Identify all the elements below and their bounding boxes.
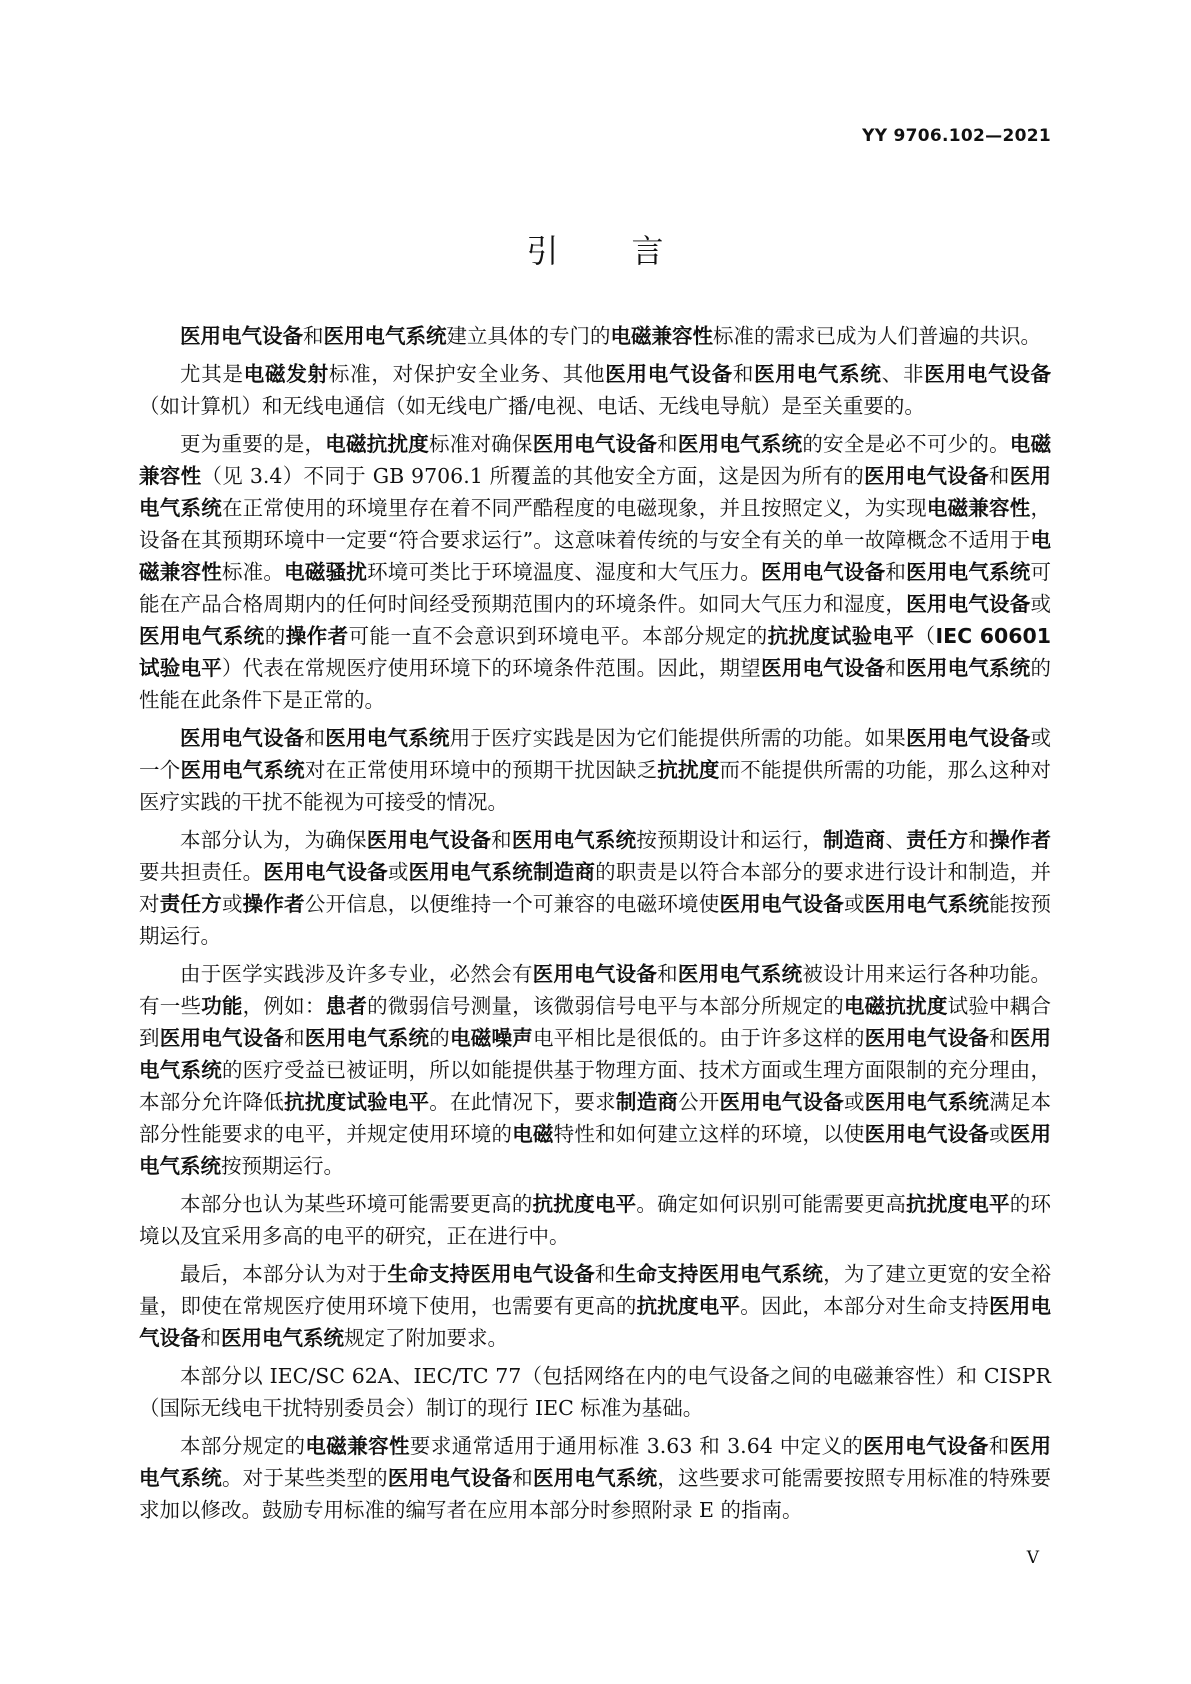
- paragraph: [139, 428, 1051, 716]
- defined-term: 操作者: [242, 892, 305, 916]
- text-run: 和: [594, 1262, 616, 1286]
- standard-number: YY 9706.102—2021: [862, 126, 1051, 146]
- defined-term: 责任方: [159, 892, 222, 916]
- defined-term: 电磁发射: [243, 362, 329, 386]
- text-run: 和: [284, 1026, 305, 1050]
- text-run: 的环境以及宜采用多高的电平的研究，正在进行中。: [139, 1192, 1052, 1248]
- text-run: 和: [885, 560, 907, 584]
- text-run: 用于医疗实践是因为它们能提供所需的功能。如果: [449, 726, 907, 750]
- text-run: 特性和如何建立这样的环境，以使: [553, 1122, 865, 1146]
- text-run: 。确定如何识别可能需要更高: [636, 1192, 907, 1216]
- text-run: 和: [657, 432, 678, 456]
- defined-term: 医用电气系统: [532, 1466, 658, 1490]
- text-run: 在正常使用的环境里存在着不同严酷程度的电磁现象，并且按照定义，为实现: [221, 496, 927, 520]
- defined-term: 功能: [201, 994, 243, 1018]
- text-run: 最后，本部分认为对于: [180, 1262, 388, 1286]
- text-run: 对在正常使用环境中的预期干扰因缺乏: [304, 758, 658, 782]
- defined-term: 生命支持医用电气系统: [615, 1262, 824, 1286]
- page-number: V: [1026, 1548, 1039, 1568]
- defined-term: 抗扰度试验电平: [284, 1090, 430, 1114]
- defined-term: 患者: [325, 994, 368, 1018]
- defined-term: 医用电气设备: [159, 1026, 285, 1050]
- paragraph: [139, 1430, 1051, 1526]
- text-run: 规定了附加要求。: [344, 1326, 508, 1350]
- defined-term: 医用电气系统: [408, 860, 533, 884]
- defined-term: 医用电气系统: [511, 828, 637, 852]
- defined-term: IEC 60601 试验电平: [139, 624, 1052, 680]
- text-run: 公开信息，以便维持一个可兼容的电磁环境使: [304, 892, 720, 916]
- text-run: ）代表在常规医疗使用环境下的环境条件范围。因此，期望: [221, 656, 761, 680]
- defined-term: 医用电气设备: [180, 726, 305, 750]
- text-run: 电平相比是很低的。由于许多这样的: [532, 1026, 865, 1050]
- text-run: 或: [387, 860, 409, 884]
- defined-term: 医用电气系统: [864, 1090, 990, 1114]
- text-run: 或一个: [139, 726, 1052, 782]
- text-run: 和: [988, 464, 1010, 488]
- paragraph: [139, 958, 1051, 1182]
- text-run: 或: [1030, 592, 1052, 616]
- text-run: 的: [264, 624, 286, 648]
- paragraph: [139, 320, 1051, 352]
- text-run: 的性能在此条件下是正常的。: [139, 656, 1052, 712]
- defined-term: 医用电气系统: [139, 1434, 1052, 1490]
- text-run: ，设备在其预期环境中一定要“符合要求运行”。这意味着传统的与安全有关的单一故障概念不适用于: [139, 496, 1052, 552]
- defined-term: 操作者: [989, 828, 1052, 852]
- defined-term: 医用电气系统: [304, 1026, 430, 1050]
- defined-term: 操作者: [285, 624, 349, 648]
- text-run: 公开: [678, 1090, 720, 1114]
- defined-term: 医用电气系统: [323, 324, 447, 348]
- text-run: 而不能提供所需的功能，那么这种对医疗实践的干扰不能视为可接受的情况。: [139, 758, 1052, 814]
- text-run: ，例如：: [242, 994, 326, 1018]
- paragraph: [139, 1258, 1051, 1354]
- text-run: 的: [429, 1026, 451, 1050]
- text-run: 的职责是以符合本部分的要求进行设计和制造，并对: [139, 860, 1052, 916]
- defined-term: 医用电气系统: [221, 1326, 344, 1350]
- defined-term: 电磁兼容性: [610, 324, 713, 348]
- title-char-2: 言: [631, 232, 665, 270]
- text-run: 本部分以 IEC/SC 62A、IEC/TC 77（包括网络在内的电气设备之间的电磁兼容性）和 CISPR（国际无线电干扰特别委员会）制订的现行 IEC 标准为基础。: [139, 1364, 1051, 1420]
- defined-term: 医用电气设备: [719, 1090, 844, 1114]
- text-run: 。对于某些类型的: [221, 1466, 388, 1490]
- text-run: 能按预期运行。: [139, 892, 1052, 948]
- text-run: 或: [843, 1090, 865, 1114]
- text-run: 和: [885, 656, 907, 680]
- text-run: 和: [968, 828, 990, 852]
- defined-term: 制造商: [615, 1090, 679, 1114]
- text-run: 标准的需求已成为人们普遍的共识。: [713, 324, 1041, 348]
- defined-term: 医用电气系统: [139, 1122, 1052, 1178]
- title-char-1: 引: [526, 232, 560, 270]
- text-run: 和: [732, 362, 755, 386]
- text-run: 和: [989, 1026, 1010, 1050]
- paragraph: [139, 824, 1051, 952]
- defined-term: 医用电气系统: [677, 962, 803, 986]
- defined-term: 制造商: [823, 828, 886, 852]
- text-run: 或: [989, 1122, 1010, 1146]
- defined-term: 电磁骚扰: [284, 560, 368, 584]
- defined-term: 医用电气系统: [906, 560, 1031, 584]
- defined-term: 医用电气系统: [325, 726, 450, 750]
- text-run: （如计算机）和无线电通信（如无线电广播/电视、电话、无线电导航）是至关重要的。: [139, 394, 925, 418]
- text-run: 环境可类比于环境温度、湿度和大气压力。: [367, 560, 761, 584]
- text-run: 满足本部分性能要求的电平，并规定使用环境的: [139, 1090, 1052, 1146]
- text-run: 的医疗受益已被证明，所以如能提供基于物理方面、技术方面或生理方面限制的充分理由，本部分允许降低: [139, 1058, 1052, 1114]
- text-run: 按预期运行。: [221, 1154, 344, 1178]
- defined-term: 医用电气设备: [864, 464, 989, 488]
- text-run: 的安全是必不可少的。: [802, 432, 1010, 456]
- text-run: 。在此情况下，要求: [429, 1090, 616, 1114]
- defined-term: 医用电气设备: [387, 1466, 513, 1490]
- text-run: 标准，对保护安全业务、其他: [328, 362, 606, 386]
- defined-term: 抗扰度: [657, 758, 720, 782]
- defined-term: 医用电气系统: [754, 362, 882, 386]
- defined-term: 医用电气系统: [677, 432, 803, 456]
- defined-term: 医用电气系统: [906, 656, 1031, 680]
- defined-term: 医用电气设备: [605, 362, 733, 386]
- defined-term: 医用电气设备: [761, 560, 886, 584]
- text-run: 被设计用来运行各种功能。有一些: [139, 962, 1052, 1018]
- paragraph: [139, 358, 1051, 422]
- defined-term: 责任方: [906, 828, 969, 852]
- defined-term: 抗扰度电平: [906, 1192, 1010, 1216]
- text-run: 和: [491, 828, 512, 852]
- paragraph: [139, 722, 1051, 818]
- page-title: [0, 226, 1191, 272]
- text-run: （: [914, 624, 936, 648]
- paragraph: [139, 1360, 1051, 1424]
- defined-term: 抗扰度试验电平: [767, 624, 915, 648]
- defined-term: 抗扰度电平: [532, 1192, 637, 1216]
- text-run: 标准。: [221, 560, 285, 584]
- text-run: 建立具体的专门的: [446, 324, 611, 348]
- defined-term: 医用电气设备: [760, 656, 886, 680]
- text-run: 的微弱信号测量，该微弱信号电平与本部分所规定的: [367, 994, 844, 1018]
- defined-term: 电磁抗扰度: [325, 432, 429, 456]
- text-run: 、非: [881, 362, 925, 386]
- defined-term: 医用电气设备: [719, 892, 844, 916]
- text-run: （见 3.4）不同于 GB 9706.1 所覆盖的其他安全方面，这是因为所有的: [201, 464, 865, 488]
- defined-term: 医用电气设备: [139, 1294, 1052, 1350]
- defined-term: 医用电气系统: [139, 624, 265, 648]
- text-run: ，这些要求可能需要按照专用标准的特殊要求加以修改。鼓励专用标准的编写者在应用本部分时参照附录 E 的指南。: [139, 1466, 1052, 1522]
- defined-term: 电磁兼容性: [305, 1434, 410, 1458]
- defined-term: 医用电气系统: [180, 758, 305, 782]
- defined-term: 医用电气系统: [864, 892, 990, 916]
- text-run: 更为重要的是，: [180, 432, 326, 456]
- defined-term: 电磁抗扰度: [843, 994, 948, 1018]
- text-run: 可能在产品合格周期内的任何时间经受预期范围内的环境条件。如同大气压力和湿度，: [139, 560, 1052, 616]
- defined-term: 制造商: [532, 860, 596, 884]
- text-run: 要共担责任。: [139, 860, 264, 884]
- defined-term: 医用电气系统: [139, 1026, 1052, 1082]
- text-run: 标准对确保: [428, 432, 533, 456]
- text-run: 、: [885, 828, 907, 852]
- defined-term: 电磁兼容性: [139, 432, 1052, 488]
- defined-term: 医用电气设备: [906, 726, 1031, 750]
- text-run: 试验中耦合到: [139, 994, 1052, 1050]
- defined-term: 医用电气设备: [532, 962, 658, 986]
- text-run: 和: [512, 1466, 533, 1490]
- text-run: 尤其是: [180, 362, 244, 386]
- text-run: 本部分规定的: [180, 1434, 306, 1458]
- defined-term: 医用电气设备: [180, 324, 303, 348]
- defined-term: 电磁: [512, 1122, 554, 1146]
- defined-term: 电磁兼容性: [139, 528, 1051, 584]
- text-run: 和: [200, 1326, 221, 1350]
- text-run: 和: [303, 324, 324, 348]
- text-run: 本部分也认为某些环境可能需要更高的: [180, 1192, 533, 1216]
- defined-term: 医用电气系统: [139, 464, 1052, 520]
- defined-term: 医用电气设备: [864, 1026, 990, 1050]
- defined-term: 电磁兼容性: [926, 496, 1031, 520]
- text-run: 可能一直不会意识到环境电平。本部分规定的: [348, 624, 768, 648]
- text-run: 或: [221, 892, 243, 916]
- defined-term: 医用电气设备: [924, 362, 1052, 386]
- defined-term: 医用电气设备: [906, 592, 1031, 616]
- text-run: 或: [843, 892, 865, 916]
- defined-term: 医用电气设备: [263, 860, 388, 884]
- defined-term: 医用电气设备: [366, 828, 492, 852]
- defined-term: 医用电气设备: [864, 1122, 990, 1146]
- defined-term: 生命支持医用电气设备: [387, 1262, 595, 1286]
- defined-term: 电磁噪声: [450, 1026, 533, 1050]
- text-run: 。因此，本部分对生命支持: [740, 1294, 990, 1318]
- text-run: 本部分认为，为确保: [180, 828, 367, 852]
- text-run: 和: [657, 962, 678, 986]
- text-run: 要求通常适用于通用标准 3.63 和 3.64 中定义的: [409, 1434, 864, 1458]
- text-run: 按预期设计和运行，: [636, 828, 824, 852]
- text-run: ，为了建立更宽的安全裕量，即使在常规医疗使用环境下使用，也需要有更高的: [139, 1262, 1052, 1318]
- text-run: 和: [988, 1434, 1010, 1458]
- defined-term: 抗扰度电平: [636, 1294, 741, 1318]
- defined-term: 医用电气设备: [863, 1434, 989, 1458]
- introduction-body: [139, 320, 1051, 1532]
- defined-term: 医用电气设备: [532, 432, 658, 456]
- text-run: 由于医学实践涉及许多专业，必然会有: [180, 962, 533, 986]
- text-run: 和: [304, 726, 326, 750]
- paragraph: [139, 1188, 1051, 1252]
